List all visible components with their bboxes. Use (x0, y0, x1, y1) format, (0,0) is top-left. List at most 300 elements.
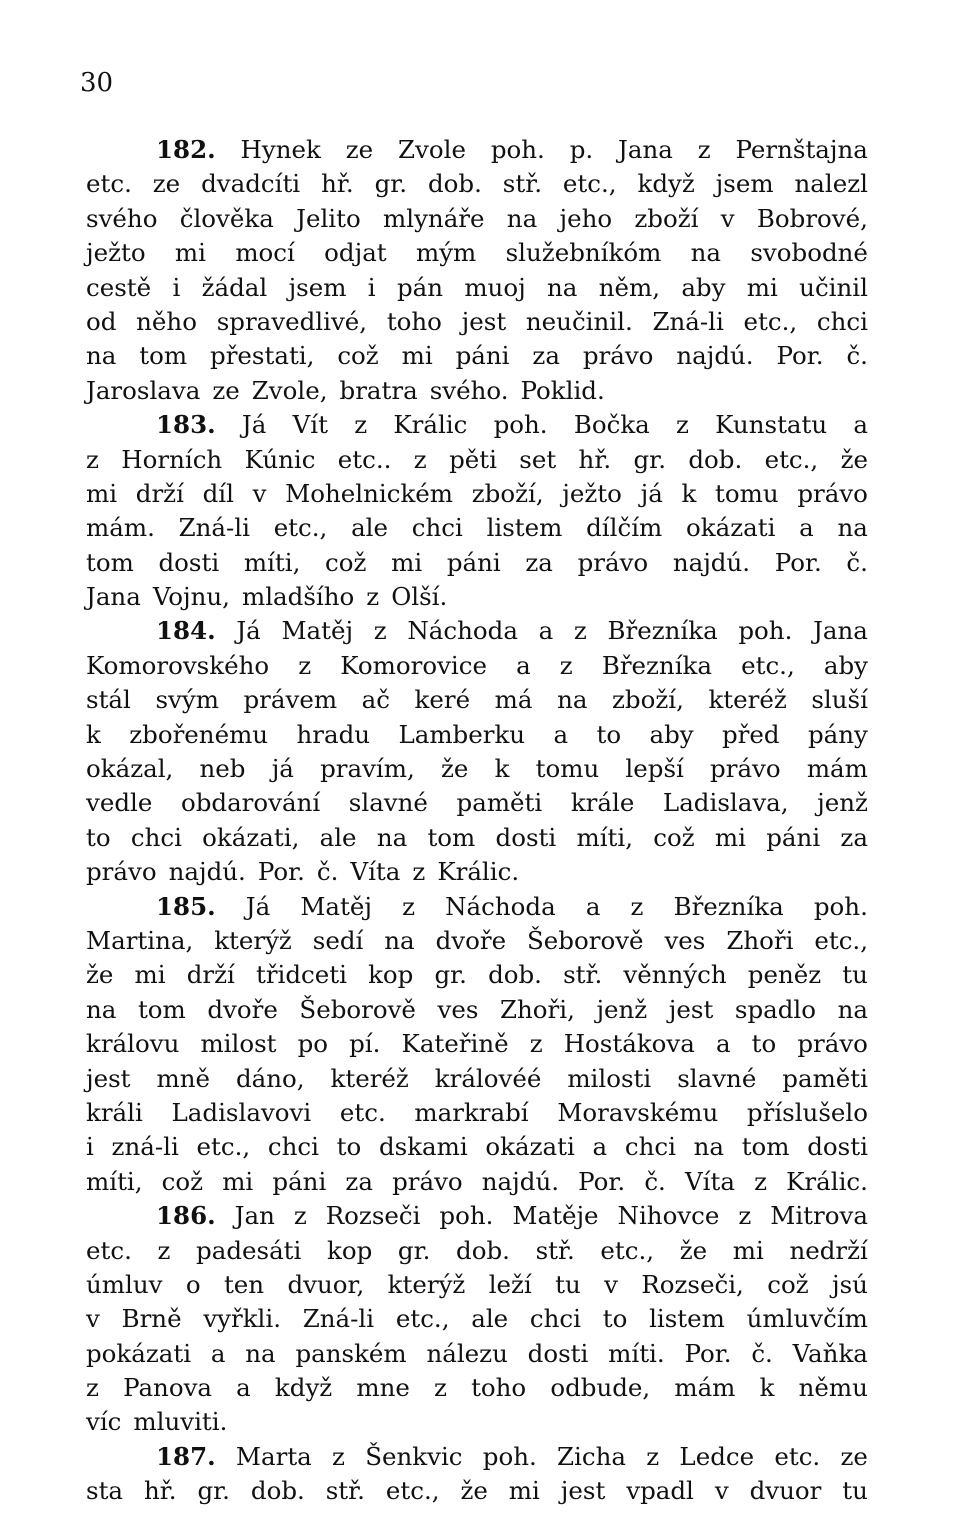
word: ale (319, 822, 357, 852)
word: vyřkli. (203, 1304, 282, 1334)
word: úmluvčím (746, 1304, 868, 1334)
word: dob. (456, 1235, 510, 1265)
word: na (693, 1132, 724, 1162)
word: Šeborově (527, 925, 644, 955)
word: bratra (339, 375, 418, 405)
word: stř. (325, 1476, 365, 1506)
word: ale (471, 1304, 509, 1334)
text-line (86, 341, 868, 375)
text-line (86, 788, 868, 822)
word: Matěj (300, 891, 372, 921)
word: Zná-li (178, 513, 250, 543)
word: což (337, 341, 379, 371)
word: právo (710, 754, 781, 784)
text-line (86, 513, 868, 547)
text-line (86, 616, 868, 650)
word: Por. (776, 341, 824, 371)
word: něm, (598, 272, 661, 302)
word: lepší (625, 754, 684, 784)
entry-number: 184. (156, 616, 216, 646)
text-line (86, 1304, 868, 1338)
word: toho (386, 306, 442, 336)
word: poh. (439, 1201, 494, 1231)
word: nedrží (789, 1235, 868, 1265)
word: já (640, 478, 663, 508)
word: mi (174, 238, 206, 268)
word: na (547, 272, 578, 302)
word: etc. (774, 1441, 821, 1471)
word: ale (351, 513, 389, 543)
word: z (86, 1373, 99, 1403)
word: Vít (292, 410, 328, 440)
word: Šenkvic (365, 1441, 463, 1471)
word: mám (674, 1373, 736, 1403)
word: z (573, 616, 587, 646)
word: svého (86, 203, 158, 233)
text-line (86, 1167, 868, 1201)
word: k (494, 754, 510, 784)
word: najdú. (672, 547, 751, 577)
word: muoj (464, 272, 526, 302)
word: právo (392, 1166, 463, 1196)
text-line (86, 445, 868, 479)
word: Panova (123, 1373, 213, 1403)
word: listem (486, 513, 563, 543)
word: Matěj (281, 616, 354, 646)
word: přestati, (210, 341, 315, 371)
word: dosti (158, 547, 220, 577)
word: mně (156, 1063, 210, 1093)
entry-number: 183. (156, 410, 216, 440)
word: to (596, 719, 622, 749)
word: před (722, 719, 780, 749)
word: poh. (493, 410, 548, 440)
word: z (413, 444, 427, 474)
word: míti, (86, 1166, 143, 1196)
word: Březníka (607, 616, 718, 646)
word: Jan (234, 1201, 275, 1231)
word: má (494, 685, 533, 715)
word: jest (668, 994, 714, 1024)
word: v (252, 478, 267, 508)
word: jsú (831, 1269, 868, 1299)
word: na (690, 238, 722, 268)
word: Vaňka (792, 1338, 868, 1368)
word: mi (391, 547, 423, 577)
word: Kateřině (401, 1029, 509, 1059)
word: zná-li (111, 1132, 179, 1162)
word: dvadcíti (201, 169, 301, 199)
word: etc., (196, 1132, 251, 1162)
word: etc., (600, 1235, 655, 1265)
entry-number: 185. (156, 891, 216, 921)
word: k (681, 478, 697, 508)
word: dílčím (586, 513, 663, 543)
word: mi (134, 960, 166, 990)
word: zboží, (471, 478, 544, 508)
text-line (86, 926, 868, 960)
word: toho (471, 1373, 527, 1403)
word: mne (356, 1373, 410, 1403)
word: a (799, 513, 814, 543)
word: že (440, 754, 469, 784)
word: aby (823, 650, 868, 680)
word: Jana (86, 582, 141, 612)
word: mi (86, 478, 118, 508)
word: k (759, 1373, 775, 1403)
word: jest (461, 306, 507, 336)
word: na (384, 925, 415, 955)
text-line (86, 1442, 868, 1476)
word: stř. (502, 169, 543, 199)
word: odbude, (550, 1373, 651, 1403)
word: mlynáře (383, 203, 485, 233)
text-line (86, 1476, 868, 1510)
word: etc. (86, 1235, 132, 1265)
word: tu (842, 1476, 868, 1506)
word: jest (86, 1063, 131, 1093)
word: pokázati (86, 1338, 192, 1368)
word: mi (746, 272, 778, 302)
word: mi (714, 822, 746, 852)
word: gr. (397, 1235, 431, 1265)
word: díl (202, 478, 234, 508)
word: aby (681, 272, 726, 302)
word: Zicha (557, 1441, 626, 1471)
word: etc. (86, 169, 132, 199)
word: na (837, 994, 868, 1024)
word: gr. (197, 1476, 230, 1506)
word: Králic (393, 410, 468, 440)
word: mým (415, 238, 477, 268)
word: mi (401, 341, 433, 371)
word: sedí (312, 925, 364, 955)
word: právo (797, 1029, 868, 1059)
word: svobodné (750, 238, 868, 268)
word: sta (86, 1476, 124, 1506)
word: po (297, 1029, 329, 1059)
word: i (367, 272, 376, 302)
word: z (366, 582, 380, 612)
word: Bobrové, (756, 203, 868, 233)
word: z (373, 616, 387, 646)
word: když (274, 1373, 333, 1403)
word: Zhoři, (499, 994, 575, 1024)
word: mocí (235, 238, 295, 268)
word: drží (135, 478, 184, 508)
word: a (853, 410, 868, 440)
word: já (271, 754, 294, 784)
word: Šeborově (299, 994, 416, 1024)
text-line (86, 273, 868, 307)
word: právo (86, 857, 157, 887)
word: úmluv (86, 1269, 163, 1299)
word: dob. (427, 169, 482, 199)
word: za (532, 341, 560, 371)
word: od (86, 306, 117, 336)
word: Olší. (391, 582, 448, 612)
word: což (767, 1269, 809, 1299)
word: jsem (288, 272, 347, 302)
text-line (86, 1098, 868, 1132)
word: mám. (86, 513, 155, 543)
word: z (559, 650, 573, 680)
word: jsem (715, 169, 774, 199)
word: nálezu (426, 1338, 508, 1368)
word: a (553, 719, 569, 749)
text-line (86, 960, 868, 994)
word: to (86, 822, 111, 852)
word: markrabí (414, 1097, 529, 1127)
word: etc.. (337, 444, 392, 474)
word: dob. (488, 960, 542, 990)
word: ves (664, 925, 706, 955)
word: č. (316, 857, 339, 887)
word: krále (570, 788, 635, 818)
word: právo (577, 547, 649, 577)
word: Poklid. (520, 375, 605, 405)
word: etc., (764, 444, 819, 474)
word: panském (295, 1338, 407, 1368)
word: Moravskému (557, 1097, 719, 1127)
text-line (86, 685, 868, 719)
text-line (86, 995, 868, 1029)
word: Jana (813, 616, 868, 646)
word: Zhoři (726, 925, 794, 955)
word: míti. (608, 1338, 665, 1368)
word: chci (624, 1132, 676, 1162)
word: z (293, 1201, 307, 1231)
word: Nihovce (617, 1201, 720, 1231)
word: spravedlivé, (216, 306, 368, 336)
word: ten (223, 1269, 265, 1299)
word: zbořenému (129, 719, 269, 749)
word: což (161, 1166, 204, 1196)
text-line (86, 1029, 868, 1063)
word: chci (529, 1304, 581, 1334)
word: Mohelnickém (285, 478, 454, 508)
word: i (172, 272, 181, 302)
word: kterýž (214, 925, 292, 955)
word: Já (241, 410, 267, 440)
word: na (506, 203, 538, 233)
text-line (86, 1407, 868, 1441)
word: chci (816, 306, 868, 336)
word: zboží, (612, 685, 684, 715)
word: jeho (559, 203, 613, 233)
word: němu (798, 1373, 868, 1403)
word: poh. (482, 1441, 537, 1471)
word: ze (345, 135, 374, 164)
word: pí. (349, 1029, 381, 1059)
word: svého. (429, 375, 509, 405)
text-line (86, 857, 868, 891)
word: příslušelo (746, 1097, 868, 1127)
word: třidceti (255, 960, 347, 990)
word: tom (86, 547, 134, 577)
word: milosti (567, 1063, 652, 1093)
word: na (86, 341, 117, 371)
word: Lamberku (398, 719, 526, 749)
word: č. (846, 341, 868, 371)
word: a (538, 616, 554, 646)
word: na (376, 822, 408, 852)
word: spadlo (734, 994, 817, 1024)
word: což (653, 822, 695, 852)
word: mluviti. (133, 1407, 228, 1437)
word: gr. (434, 960, 467, 990)
word: na (837, 513, 868, 543)
word: z (332, 1441, 345, 1471)
word: Por. (684, 1338, 732, 1368)
word: etc., (395, 1304, 450, 1334)
word: č. (751, 1338, 773, 1368)
word: z (630, 891, 644, 921)
word: a (516, 650, 531, 680)
word: tom (427, 822, 476, 852)
word: dvuor (749, 1476, 822, 1506)
word: tom (741, 1132, 790, 1162)
word: vpadl (626, 1476, 694, 1506)
word: mi (508, 1476, 540, 1506)
word: etc., (273, 513, 328, 543)
word: Zvole, (251, 375, 328, 405)
word: svým (155, 685, 219, 715)
word: Kunstatu (715, 410, 828, 440)
word: mi (222, 1166, 254, 1196)
word: že (86, 960, 114, 990)
word: najdú. (676, 341, 754, 371)
word: pány (807, 719, 868, 749)
word: Jaroslava (86, 375, 201, 405)
word: z (529, 1029, 543, 1059)
word: kop (368, 960, 414, 990)
word: ježto (562, 478, 622, 508)
word: Rozseči (325, 1201, 421, 1231)
word: věnných (623, 960, 727, 990)
text-line (86, 238, 868, 272)
word: stál (86, 685, 131, 715)
text-line (86, 1236, 868, 1270)
word: z (157, 1235, 171, 1265)
word: dvuor, (287, 1269, 365, 1299)
word: mám (806, 754, 868, 784)
word: právem (243, 685, 338, 715)
word: Jelito (296, 203, 361, 233)
word: p. (569, 135, 594, 164)
word: což (325, 547, 367, 577)
word: Já (236, 616, 261, 646)
word: Králic. (437, 857, 520, 887)
text-line (86, 1201, 868, 1235)
text-line (86, 754, 868, 788)
word: set (519, 444, 557, 474)
word: poh. (490, 135, 545, 164)
text-line (86, 720, 868, 754)
word: Víta (684, 1166, 735, 1196)
text-line (86, 1132, 868, 1166)
word: právo (797, 478, 868, 508)
word: jenž (817, 788, 868, 818)
word: gr. (633, 444, 666, 474)
word: víc (86, 1407, 122, 1437)
word: v (604, 1269, 618, 1299)
word: míti, (576, 822, 634, 852)
word: nalezl (794, 169, 868, 199)
word: slavné (348, 788, 428, 818)
word: ze (212, 375, 240, 405)
word: padesáti (196, 1235, 302, 1265)
word: paměti (782, 1063, 868, 1093)
word: z (434, 1373, 447, 1403)
word: králi (86, 1097, 143, 1127)
word: tomu (535, 754, 600, 784)
word: Králic. (786, 1166, 868, 1196)
word: kterýž (387, 1269, 466, 1299)
word: Mitrova (770, 1201, 868, 1231)
word: Víta (350, 857, 401, 887)
word: stř. (535, 1235, 575, 1265)
word: Martina, (86, 925, 194, 955)
word: a (210, 1338, 226, 1368)
word: č. (644, 1166, 666, 1196)
word: vedle (86, 788, 153, 818)
word: Vojnu, (152, 582, 230, 612)
text-line (86, 204, 868, 238)
word: keré (414, 685, 471, 715)
word: Pernštajna (735, 135, 868, 164)
word: Bočka (573, 410, 650, 440)
word: drží (186, 960, 235, 990)
word: okázati (485, 1132, 575, 1162)
word: a (592, 1132, 608, 1162)
word: odjat (324, 238, 387, 268)
word: hř. (143, 1476, 177, 1506)
word: peněz (747, 960, 822, 990)
word: Jana (618, 135, 673, 164)
word: když (637, 169, 695, 199)
word: z (412, 857, 426, 887)
word: že (679, 1235, 708, 1265)
word: tomu (715, 478, 779, 508)
word: Por. (257, 857, 305, 887)
word: č. (846, 547, 868, 577)
word: Zná-li (652, 306, 724, 336)
word: míti, (243, 547, 301, 577)
word: učinil (799, 272, 868, 302)
word: Hostákova (563, 1029, 695, 1059)
word: něho (136, 306, 197, 336)
word: na (245, 1338, 276, 1368)
word: dvoře (435, 925, 507, 955)
text-body (86, 135, 868, 1511)
word: k (86, 719, 101, 749)
word: paměti (456, 788, 543, 818)
word: tom (137, 994, 186, 1024)
word: Náchoda (445, 891, 556, 921)
word: etc., (385, 1476, 440, 1506)
word: z (86, 444, 99, 474)
word: dvoře (207, 994, 278, 1024)
entry-number: 186. (156, 1201, 216, 1231)
word: Hynek (240, 135, 321, 164)
word: Náchoda (407, 616, 518, 646)
word: etc. (339, 1097, 386, 1127)
word: dosti (495, 822, 557, 852)
text-line (86, 892, 868, 926)
word: z (676, 410, 689, 440)
word: kop (327, 1235, 373, 1265)
